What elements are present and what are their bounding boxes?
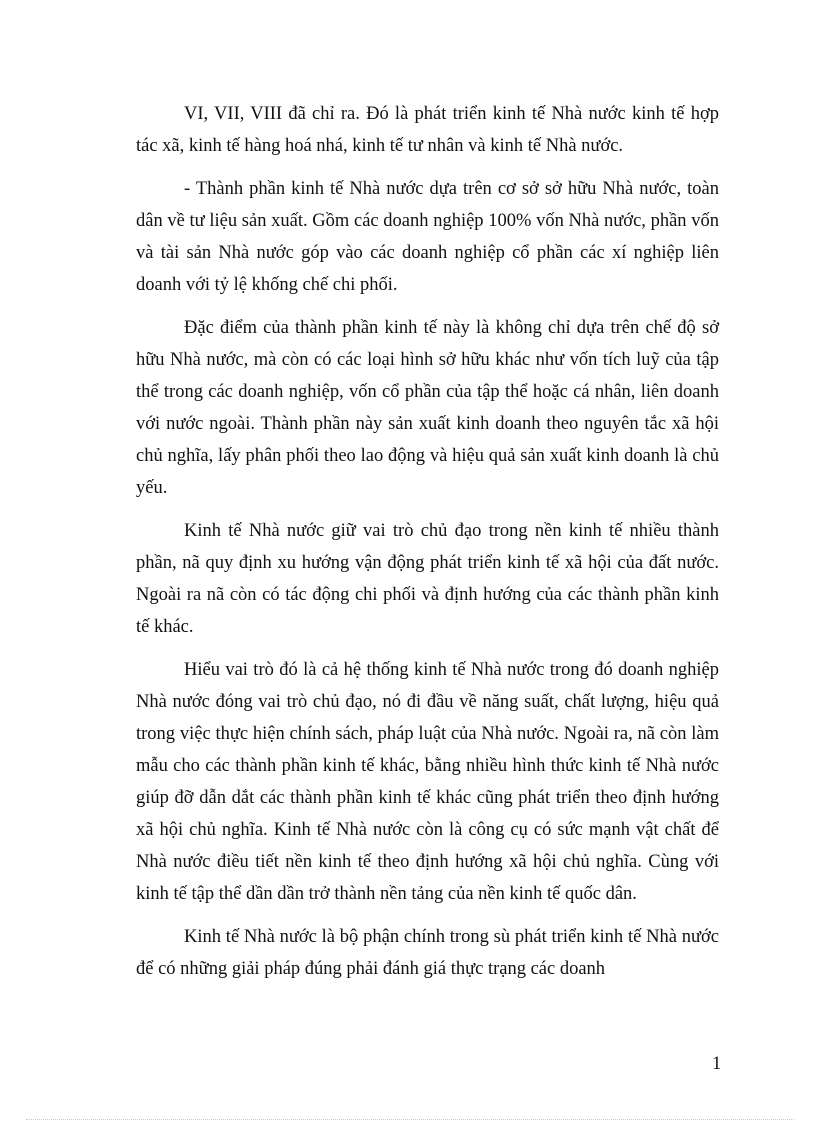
page-bottom-divider <box>26 1119 794 1120</box>
paragraph-6: Kinh tế Nhà nước là bộ phận chính trong sù phát triển kinh tế Nhà nước để có những giải pháp đúng phải đánh giá thực trạng các doanh <box>136 927 719 979</box>
paragraph-3: Đặc điểm của thành phần kinh tế này là không chỉ dựa trên chế độ sở hữu Nhà nước, mà còn có các loại hình sở hữu khác như vốn tích luỹ của tập thể trong các doanh nghiệp, vốn cổ phần của tập thể hoặc cá nhân, liên doanh với nước ngoài. Thành phần này sản xuất kinh doanh theo nguyên tắc xã hội chủ nghĩa, lấy phân phối theo lao động và hiệu quả sản xuất kinh doanh là chủ yếu. <box>136 318 719 498</box>
paragraph-2: - Thành phần kinh tế Nhà nước dựa trên cơ sở sở hữu Nhà nước, toàn dân về tư liệu sản xuất. Gồm các doanh nghiệp 100% vốn Nhà nước, phần vốn và tài sản Nhà nước góp vào các doanh nghiệp cổ phần các xí nghiệp liên doanh với tỷ lệ khống chế chi phối. <box>136 179 719 295</box>
body-text <box>136 98 719 996</box>
paragraph-4: Kinh tế Nhà nước giữ vai trò chủ đạo trong nền kinh tế nhiều thành phần, nã quy định xu hướng vận động phát triển kinh tế xã hội của đất nước. Ngoài ra nã còn có tác động chi phối và định hướng của các thành phần kinh tế khác. <box>136 521 719 637</box>
paragraph-5: Hiểu vai trò đó là cả hệ thống kinh tế Nhà nước trong đó doanh nghiệp Nhà nước đóng vai trò chủ đạo, nó đi đầu về năng suất, chất lượng, hiệu quả trong việc thực hiện chính sách, pháp luật của Nhà nước. Ngoài ra, nã còn làm mẫu cho các thành phần kinh tế khác, bằng nhiều hình thức kinh tế Nhà nước giúp đỡ dẫn dắt các thành phần kinh tế khác cũng phát triển theo định hướng xã hội chủ nghĩa. Kinh tế Nhà nước còn là công cụ có sức mạnh vật chất để Nhà nước điều tiết nền kinh tế theo định hướng xã hội chủ nghĩa. Cùng với kinh tế tập thể dần dần trở thành nền tảng của nền kinh tế quốc dân. <box>136 660 719 904</box>
page-number: 1 <box>712 1054 722 1074</box>
paragraph-1: VI, VII, VIII đã chỉ ra. Đó là phát triển kinh tế Nhà nước kinh tế hợp tác xã, kinh tế hàng hoá nhá, kinh tế tư nhân và kinh tế Nhà nước. <box>136 104 719 156</box>
